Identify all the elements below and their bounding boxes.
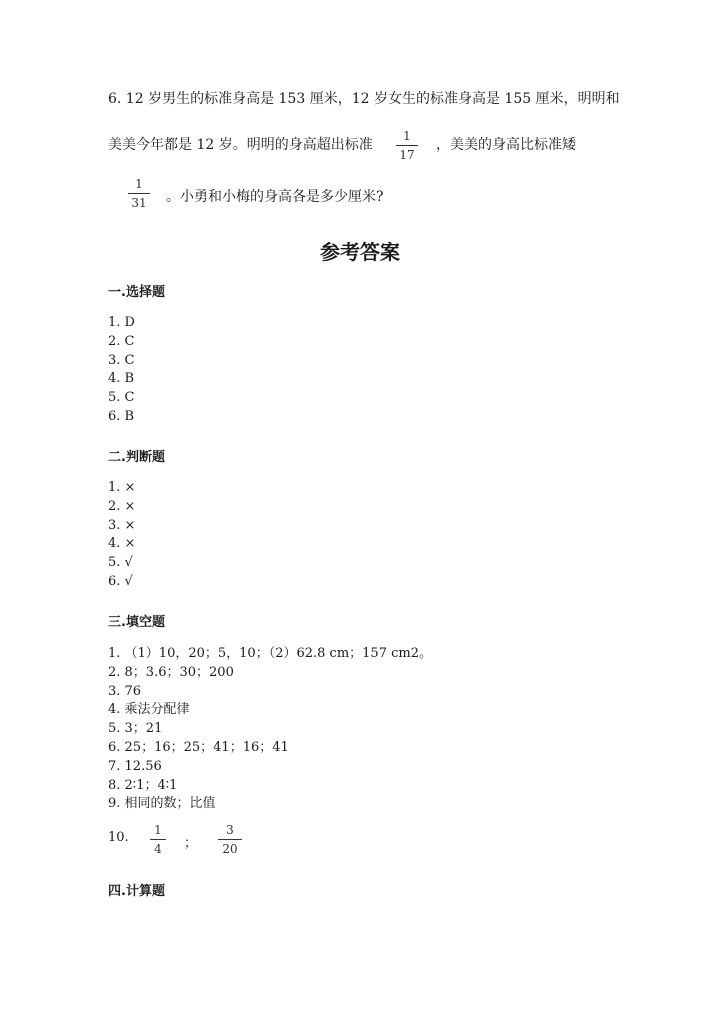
list-item: 4. 乘法分配律 xyxy=(108,702,190,718)
question-6-line-2a: 美美今年都是 12 岁。明明的身高超出标准 xyxy=(108,137,373,153)
answer-title: 参考答案 xyxy=(320,240,400,264)
list-item: 3. 76 xyxy=(108,683,142,699)
fraction-denominator: 20 xyxy=(222,842,238,856)
fraction-one-seventeenth xyxy=(396,130,418,161)
list-item: 1. （1）10，20；5，10；（2）62.8 cm；157 cm2。 xyxy=(108,646,432,661)
section-heading-choice: 一.选择题 xyxy=(108,285,165,300)
list-item: 7. 12.56 xyxy=(108,758,162,774)
list-item: 3. C xyxy=(108,352,135,368)
list-item: 6. B xyxy=(108,408,135,424)
question-6-line-3: 。小勇和小梅的身高各是多少厘米? xyxy=(166,189,384,205)
fraction-denominator: 4 xyxy=(154,842,162,856)
fraction-one-fourth xyxy=(150,824,166,855)
fraction-numerator: 1 xyxy=(403,129,411,143)
question-6-line-2b: ，美美的身高比标准矮 xyxy=(436,137,576,153)
list-item: 6. 25；16；25；41；16；41 xyxy=(108,739,289,755)
fraction-numerator: 1 xyxy=(154,823,162,837)
fraction-numerator: 1 xyxy=(135,177,143,191)
list-item: 2. 8；3.6；30；200 xyxy=(108,664,234,680)
fraction-one-thirty-first xyxy=(128,178,150,209)
list-item: 6. √ xyxy=(108,573,133,589)
list-item: 8. 2∶1；4∶1 xyxy=(108,777,178,793)
fraction-numerator: 3 xyxy=(226,823,234,837)
section-heading-fill: 三.填空题 xyxy=(108,615,165,630)
choice-answers xyxy=(108,314,135,427)
fill-item-10-label: 10. xyxy=(108,830,129,845)
fill-item-10-separator: ； xyxy=(184,836,198,851)
list-item: 1. × xyxy=(108,480,136,495)
list-item: 5. 3；21 xyxy=(108,721,163,737)
list-item: 4. × xyxy=(108,536,136,552)
section-heading-calc: 四.计算题 xyxy=(108,884,165,899)
list-item: 4. B xyxy=(108,371,135,387)
list-item: 2. × xyxy=(108,498,136,514)
list-item: 2. C xyxy=(108,333,135,349)
fraction-denominator: 31 xyxy=(131,196,147,210)
list-item: 5. C xyxy=(108,390,135,406)
judge-answers xyxy=(108,479,135,592)
section-heading-judge: 二.判断题 xyxy=(108,450,165,465)
list-item: 3. × xyxy=(108,517,136,533)
fill-answers xyxy=(108,645,432,814)
list-item: 9. 相同的数；比值 xyxy=(108,796,216,812)
question-6-line-1: 6. 12 岁男生的标准身高是 153 厘米，12 岁女生的标准身高是 155 厘米，明明和 xyxy=(108,91,620,107)
fraction-three-twentieths xyxy=(218,824,242,855)
fraction-denominator: 17 xyxy=(399,148,415,162)
list-item: 1. D xyxy=(108,315,135,330)
list-item: 5. √ xyxy=(108,555,133,571)
